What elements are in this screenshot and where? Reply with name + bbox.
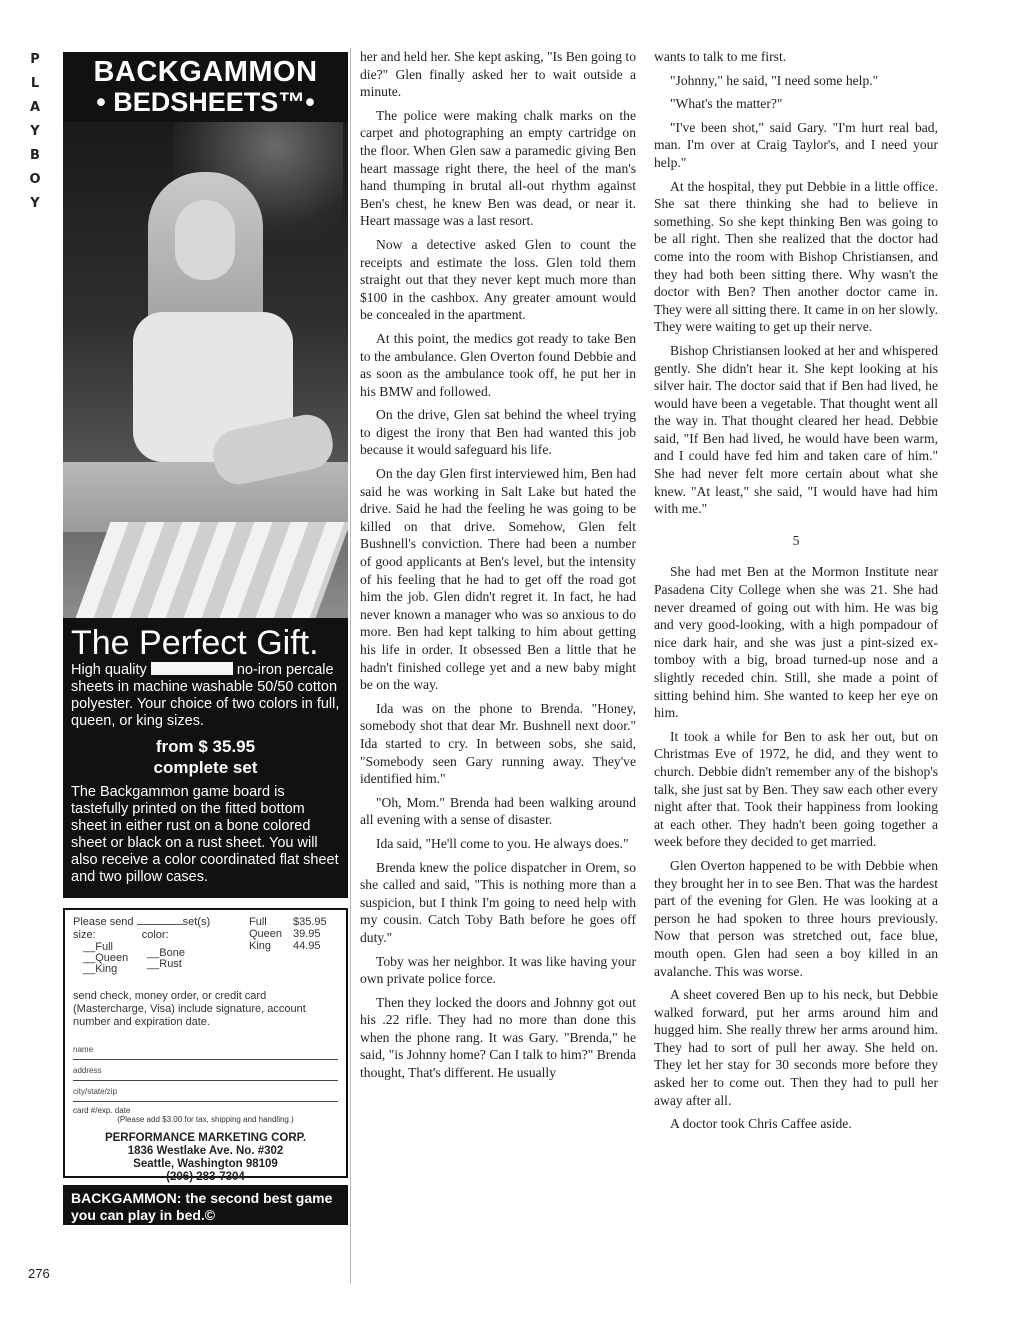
ad-title-line1: BACKGAMMON [93,56,318,88]
article-paragraph: "Johnny," he said, "I need some help." [670,72,879,88]
article-paragraph: Glen Overton happened to be with Debbie when they brought her in to see Ben. That was the hardest part of the evening for Glen. He was looking at a person he had spoken to three hours previously. Now that person was stretched out, face blue, mouth open. Glen had seen a boy killed in an avalanche. This was worse. [654,857,938,979]
ad-description: High quality no-iron percale sheets in machine washable 50/50 cotton polyester. Your choice of two colors in full, queen, or king sizes. [71,662,340,729]
company-address: PERFORMANCE MARKETING CORP. 1836 Westlake Ave. No. #302 Seattle, Washington 98109 (206) 283-7304 [104,1132,307,1183]
article-paragraph: On the drive, Glen sat behind the wheel trying to digest the irony that Ben had wanted this job because it would safeguard his life. [360,407,636,458]
redaction-bar [151,662,233,675]
article-paragraph: "I've been shot," said Gary. "I'm hurt real bad, man. I'm over at Craig Taylor's, and I need your help." [654,119,938,170]
running-head-letter: B [30,148,40,163]
ad-tagline: BACKGAMMON: the second best game you can play in bed.© [63,1185,348,1225]
article-paragraph: Bishop Christiansen looked at her and whispered gently. She didn't hear it. She kept looking at his silver hair. The doctor said that if Ben had lived, he would have been a vegetable. That thought went all the way in. That thought cleared her head. Debbie said, "If Ben had lived, he would have been warm, and I could have fed him and taken care of him." She had never felt more certain about what she knew. "At least," she said, "I would have had him with me." [654,342,938,517]
advertisement [63,52,348,1284]
article-paragraph: The police were making chalk marks on the carpet and photographing an empty cartridge on the floor. When Glen saw a paramedic giving Ben heart massage right there, the heel of the man's hand thumping in brutal all-out rhythm against Ben's chest, he knew Ben was dead, or near it. Heart massage was a last resort. [360,107,636,229]
article-column-2 [360,48,636,1088]
article-paragraph: It took a while for Ben to ask her out, but on Christmas Eve of 1972, he did, and they went to church. Debbie didn't remember any of the bishop's talk, she just sat by Ben. They saw each other every night after that. Took their happiness from looking at each other. They hadn't been going together a week before they decided to get married. [654,728,938,850]
article-column-3 [654,48,938,1139]
running-head-letter: L [30,76,40,91]
ad-photo [63,122,348,618]
form-instructions: send check, money order, or credit card (Mastercharge, Visa) include signature, account number and expiration date. [73,990,306,1028]
ad-title [63,52,348,122]
price-list: Full $35.95 Queen 39.95 King 44.95 [249,916,327,952]
ad-copy [63,618,348,898]
article-paragraph: Toby was her neighbor. It was like having your own private police force. [360,953,636,987]
running-head-letter: Y [30,196,40,211]
color-options[interactable]: __Bone __Rust [147,947,185,970]
article-paragraph: A doctor took Chris Caffee aside. [670,1116,852,1132]
article-paragraph: Now a detective asked Glen to count the receipts and estimate the loss. Glen told them straight out that they never kept much more than $100 in the cashbox. Any greater amount would be concealed in the apartment. [360,236,636,323]
article-paragraph: On the day Glen first interviewed him, Ben had said he was working in Salt Lake but hated the drive. Said he had the feeling he was going to be killed on that drive. Somehow, Glen felt Bushnell's conviction. There had been a number of good applicants at Ben's level, but the intensity of his feeling that he had to get off the road got him the job. Glen didn't regret it. In fact, he had never known a manager who was so anxious to do more. Ben had kept talking to him about getting his life in order. It obsessed Ben a little that he hadn't finished college yet and a new baby might be on the way. [360,466,636,693]
column-rule [350,48,351,1284]
ad-headline: The Perfect Gift. [71,624,319,662]
running-head-letter: Y [30,124,40,139]
address-field[interactable]: address [73,1066,338,1081]
card-field[interactable]: card #/exp. date [73,1106,131,1115]
running-head-letter: O [29,172,41,187]
article-paragraph: At the hospital, they put Debbie in a little office. She sat there thinking she had to believe in something. So she kept thinking Ben was going to be all right. Then she realized that the doctor had come into the room with Bishop Christiansen, and they had both been sitting there. Why wasn't the doctor with Ben? Then another doctor came in. They were all sitting there. It came in on her slowly. They were waiting to get up their nerve. [654,178,938,335]
ad-title-line2: • BEDSHEETS™• [96,87,315,117]
article-paragraph: Ida was on the phone to Brenda. "Honey, somebody shot that dear Mr. Bushnell next door." Ida started to cry. In between sobs, she said, "Somebody seen Gary running away. They've identified him." [360,700,636,787]
running-head [26,48,44,216]
article-paragraph: her and held her. She kept asking, "Is Ben going to die?" Glen finally asked her to wait outside a minute. [360,49,636,100]
article-paragraph: wants to talk to me first. [654,49,787,64]
article-paragraph: She had met Ben at the Mormon Institute near Pasadena City College when she was 21. She had never dreamed of going out with him. He was big and very good-looking, with a high pompadour of nice dark hair, and she was just a pint-sized ex-tomboy with a big, broad turned-up nose and a slightly receded chin. Still, she made a point of sitting behind him. She wanted to keep her eye on him. [654,564,938,721]
running-head-letter: A [29,100,41,115]
article-paragraph: At this point, the medics got ready to take Ben to the ambulance. Glen Overton found Debbie and as soon as the ambulance took off, he put her in his BMW and followed. [360,330,636,399]
city-state-zip-field[interactable]: city/state/zip [73,1087,338,1102]
article-paragraph: "What's the matter?" [670,96,783,112]
tax-note: (Please add $3.00 for tax, shipping and handling.) [117,1115,294,1124]
ad-description-2: The Backgammon game board is tastefully printed on the fitted bottom sheet in either rust on a bone colored sheet or black on a rust sheet. You will also receive a color coordinated flat sheet and two pillow cases. [71,784,339,885]
article-paragraph: Brenda knew the police dispatcher in Orem, so she called and said, "This is nothing more than a suspicion, but I think I'm going to need help with my cousin. Catch Toby Bath before he goes off duty." [360,859,636,945]
section-number: 5 [792,532,800,548]
article-paragraph: Ida said, "He'll come to you. He always does." [376,835,629,851]
article-paragraph: Then they locked the doors and Johnny got out his .22 rifle. They had no more than done this when the phone rang. It was Gary. "Brenda," he said, "is Johnny home? Can I talk to him?" Brenda thought, That's different. He usually [360,994,636,1081]
running-head-letter: P [30,52,40,67]
article-paragraph: "Oh, Mom." Brenda had been walking around all evening with a sense of disaster. [360,794,636,828]
ad-price: from $ 35.95 complete set [153,737,258,777]
name-field[interactable]: name [73,1045,338,1060]
backgammon-board-image [76,522,348,618]
size-options[interactable]: __Full __Queen __King [83,941,129,975]
article-paragraph: A sheet covered Ben up to his neck, but Debbie walked forward, put her arms around him and hugged him. She really threw her arms around him. They had to sort of pull her away. She held on. They let her stay for 30 seconds more before they asked her to come out. Then they had to pull her away after all. [654,987,938,1108]
page-number: 276 [28,1266,50,1281]
order-form: Please send set(s) size: color: Full $35.95 Queen 39.95 King 44.95 __Full __Queen __King __Bone __Rust send check, money order, or credit card (Mastercharge, Visa) include signature, account number and expiration date. name address city/state/zip card #/exp. date (Please add $3.00 for tax, shipping and handling.) PERFORMANCE MARKETING CORP. 1836 Westlake Ave. No. #302 Seattle, Washington 98109 (206) 283-7304 [63,908,348,1178]
